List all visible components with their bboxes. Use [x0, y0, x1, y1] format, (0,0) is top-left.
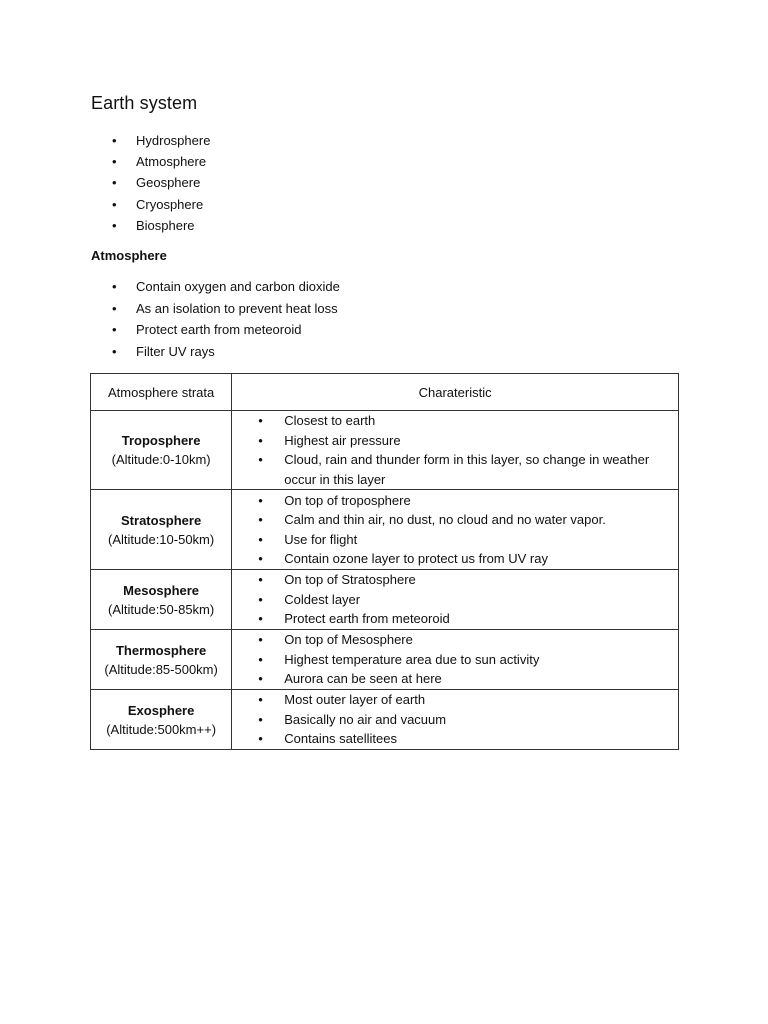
characteristic-list	[232, 411, 678, 489]
layer-altitude: (Altitude:0-10km)	[111, 452, 211, 467]
table-row	[91, 690, 679, 750]
list-item: • Closest to earth	[258, 411, 678, 431]
list-item: • Calm and thin air, no dust, no cloud and no water vapor.	[258, 510, 678, 530]
list-item: • Basically no air and vacuum	[258, 710, 678, 730]
layer-cell	[91, 630, 232, 690]
list-item: • Contains satellitees	[258, 729, 678, 749]
characteristic-cell	[232, 411, 679, 490]
list-item: • As an isolation to prevent heat loss	[112, 298, 340, 320]
list-item: • Geosphere	[112, 172, 210, 193]
table-row	[91, 630, 679, 690]
characteristic-list	[232, 690, 678, 749]
list-item: • Highest air pressure	[258, 431, 678, 451]
header-strata: Atmosphere strata	[91, 374, 232, 411]
layer-name: Thermosphere	[115, 642, 207, 658]
list-item: • Cloud, rain and thunder form in this layer, so change in weather occur in this layer	[258, 450, 678, 489]
list-item: • Coldest layer	[258, 590, 678, 610]
document-title: Earth system	[91, 93, 198, 113]
layer-cell	[91, 490, 232, 570]
layer-name: Mesosphere	[123, 582, 200, 598]
list-item: • Protect earth from meteoroid	[112, 319, 340, 341]
characteristic-cell	[232, 570, 679, 630]
layer-name: Stratosphere	[121, 512, 202, 528]
list-item: • On top of Mesosphere	[258, 630, 678, 650]
atmosphere-strata-table	[90, 373, 679, 750]
atmosphere-heading: Atmosphere	[91, 248, 167, 263]
layer-altitude: (Altitude:500km++)	[106, 721, 217, 737]
earth-systems-list	[112, 130, 210, 236]
list-item: • On top of Stratosphere	[258, 570, 678, 590]
atmosphere-points-list	[112, 276, 340, 362]
list-item: • Biosphere	[112, 215, 210, 236]
table-header-row	[91, 374, 679, 411]
list-item: • Cryosphere	[112, 194, 210, 215]
layer-cell	[91, 411, 232, 490]
list-item: • Most outer layer of earth	[258, 690, 678, 710]
characteristic-list	[232, 630, 678, 689]
characteristic-cell	[232, 690, 679, 750]
list-item: • Hydrosphere	[112, 130, 210, 151]
list-item: • Contain oxygen and carbon dioxide	[112, 276, 340, 298]
list-item: • Contain ozone layer to protect us from UV ray	[258, 549, 678, 569]
layer-name: Troposphere	[121, 433, 201, 448]
list-item: • Highest temperature area due to sun activity	[258, 650, 678, 670]
characteristic-list	[232, 491, 678, 569]
list-item: • On top of troposphere	[258, 491, 678, 511]
list-item: • Filter UV rays	[112, 341, 340, 363]
characteristic-list	[232, 570, 678, 629]
list-item: • Use for flight	[258, 530, 678, 550]
layer-altitude: (Altitude:50-85km)	[108, 601, 215, 617]
table-row	[91, 411, 679, 490]
layer-cell	[91, 570, 232, 630]
list-item: • Protect earth from meteoroid	[258, 609, 678, 629]
list-item: • Atmosphere	[112, 151, 210, 172]
layer-cell	[91, 690, 232, 750]
layer-altitude: (Altitude:85-500km)	[104, 661, 218, 677]
header-characteristic: Charateristic	[232, 374, 679, 411]
characteristic-cell	[232, 490, 679, 570]
list-item: • Aurora can be seen at here	[258, 669, 678, 689]
characteristic-cell	[232, 630, 679, 690]
layer-name: Exosphere	[127, 702, 195, 718]
table-row	[91, 490, 679, 570]
table-row	[91, 570, 679, 630]
layer-altitude: (Altitude:10-50km)	[108, 531, 215, 547]
